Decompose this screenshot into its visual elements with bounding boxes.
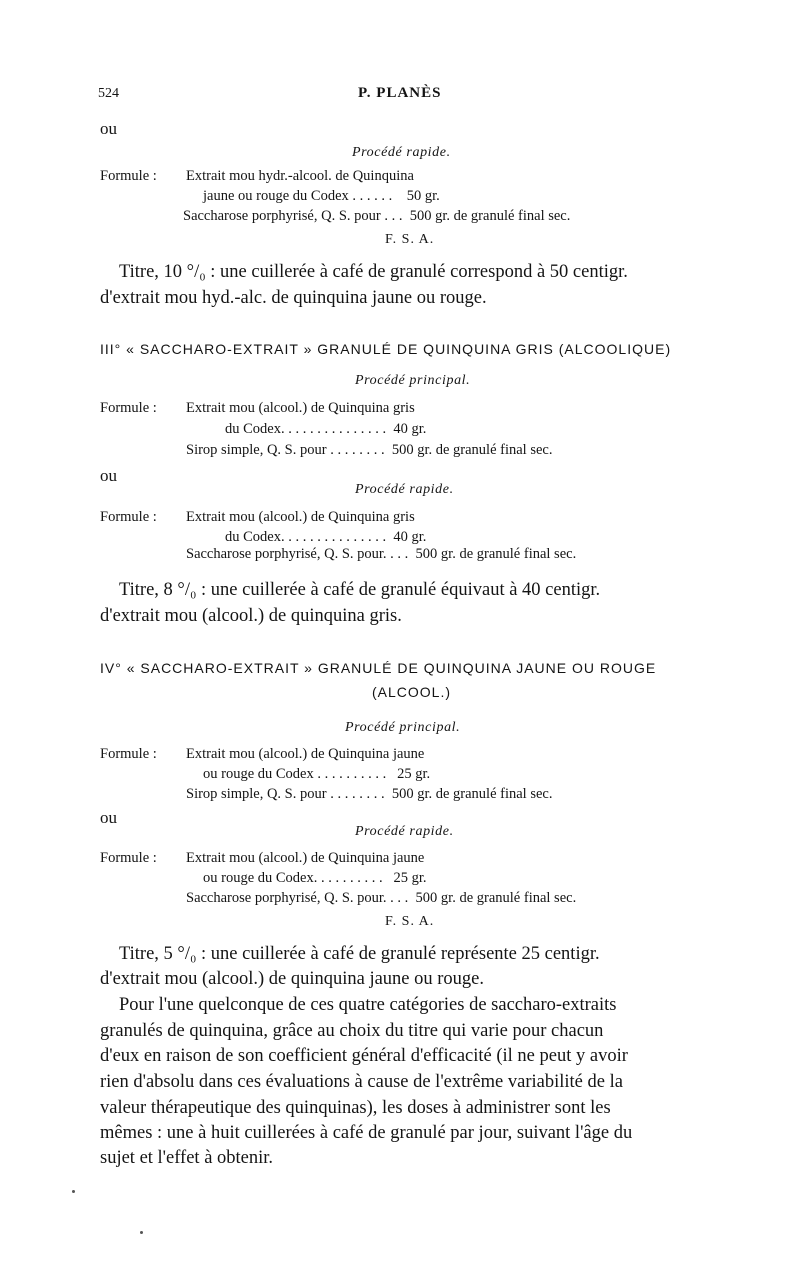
formula-line: Extrait mou (alcool.) de Quinquina jaune [186,850,425,866]
ou-label: ou [100,119,117,138]
formula-label: Formule : [100,746,157,762]
procede-principal-heading: Procédé principal. [355,373,471,388]
ou-label: ou [100,466,117,485]
titre-line: d'extrait mou (alcool.) de quinquina jaune ou rouge. [100,969,485,989]
paragraph-line: valeur thérapeutique des quinquinas), les doses à administrer sont les [100,1098,611,1118]
formula-line: Extrait mou hydr.-alcool. de Quinquina [186,168,414,184]
paragraph-line: rien d'absolu dans ces évaluations à cause de l'extrême variabilité de la [100,1072,623,1092]
paragraph-line: granulés de quinquina, grâce au choix du titre qui varie pour chacun [100,1021,604,1041]
formula-line: Extrait mou (alcool.) de Quinquina gris [186,400,415,416]
paragraph-line: sujet et l'effet à obtenir. [100,1148,274,1168]
formula-line: Saccharose porphyrisé, Q. S. pour. . . . 500 gr. de granulé final sec. [186,890,577,906]
section-heading: III° « SACCHARO-EXTRAIT » GRANULÉ DE QUINQUINA GRIS (ALCOOLIQUE) [100,341,672,357]
scan-speck [72,1190,75,1193]
titre-line: Titre, 10 °/₀ : une cuillerée à café de granulé correspond à 50 centigr. [119,262,628,282]
procede-rapide-heading: Procédé rapide. [352,145,451,160]
fsa-note: F. S. A. [385,914,435,929]
procede-rapide-heading: Procédé rapide. [355,482,454,497]
fsa-note: F. S. A. [385,232,435,247]
running-title: P. PLANÈS [358,85,442,101]
formula-label: Formule : [100,509,157,525]
formula-line: ou rouge du Codex. . . . . . . . . . 25 gr. [203,870,427,886]
paragraph-line: mêmes : une à huit cuillerées à café de granulé par jour, suivant l'âge du [100,1123,633,1143]
formula-line: ou rouge du Codex . . . . . . . . . . 25 gr. [203,766,431,782]
titre-line: Titre, 8 °/₀ : une cuillerée à café de granulé équivaut à 40 centigr. [119,580,601,600]
paragraph-line: d'eux en raison de son coefficient général d'efficacité (il ne peut y avoir [100,1046,628,1066]
formula-line: Sirop simple, Q. S. pour . . . . . . . . 500 gr. de granulé final sec. [186,442,553,458]
formula-line: du Codex. . . . . . . . . . . . . . . 40 gr. [225,529,427,545]
titre-line: d'extrait mou (alcool.) de quinquina gris. [100,606,402,626]
formula-label: Formule : [100,168,157,184]
formula-line: du Codex. . . . . . . . . . . . . . . 40 gr. [225,421,427,437]
formula-label: Formule : [100,400,157,416]
formula-line: Sirop simple, Q. S. pour . . . . . . . . 500 gr. de granulé final sec. [186,786,553,802]
formula-label: Formule : [100,850,157,866]
page-number: 524 [98,86,119,101]
section-heading-cont: (ALCOOL.) [372,684,452,700]
section-heading: IV° « SACCHARO-EXTRAIT » GRANULÉ DE QUINQUINA JAUNE OU ROUGE [100,660,657,676]
paragraph-line: Pour l'une quelconque de ces quatre catégories de saccharo-extraits [119,995,617,1015]
scan-speck [140,1231,143,1234]
procede-rapide-heading: Procédé rapide. [355,824,454,839]
titre-line: Titre, 5 °/₀ : une cuillerée à café de granulé représente 25 centigr. [119,944,600,964]
formula-line: jaune ou rouge du Codex . . . . . . 50 gr. [203,188,440,204]
ou-label: ou [100,808,117,827]
titre-line: d'extrait mou hyd.-alc. de quinquina jaune ou rouge. [100,288,487,308]
formula-line: Extrait mou (alcool.) de Quinquina gris [186,509,415,525]
formula-line: Saccharose porphyrisé, Q. S. pour . . . 500 gr. de granulé final sec. [183,208,571,224]
formula-line: Saccharose porphyrisé, Q. S. pour. . . . 500 gr. de granulé final sec. [186,546,577,562]
formula-line: Extrait mou (alcool.) de Quinquina jaune [186,746,425,762]
procede-principal-heading: Procédé principal. [345,720,461,735]
